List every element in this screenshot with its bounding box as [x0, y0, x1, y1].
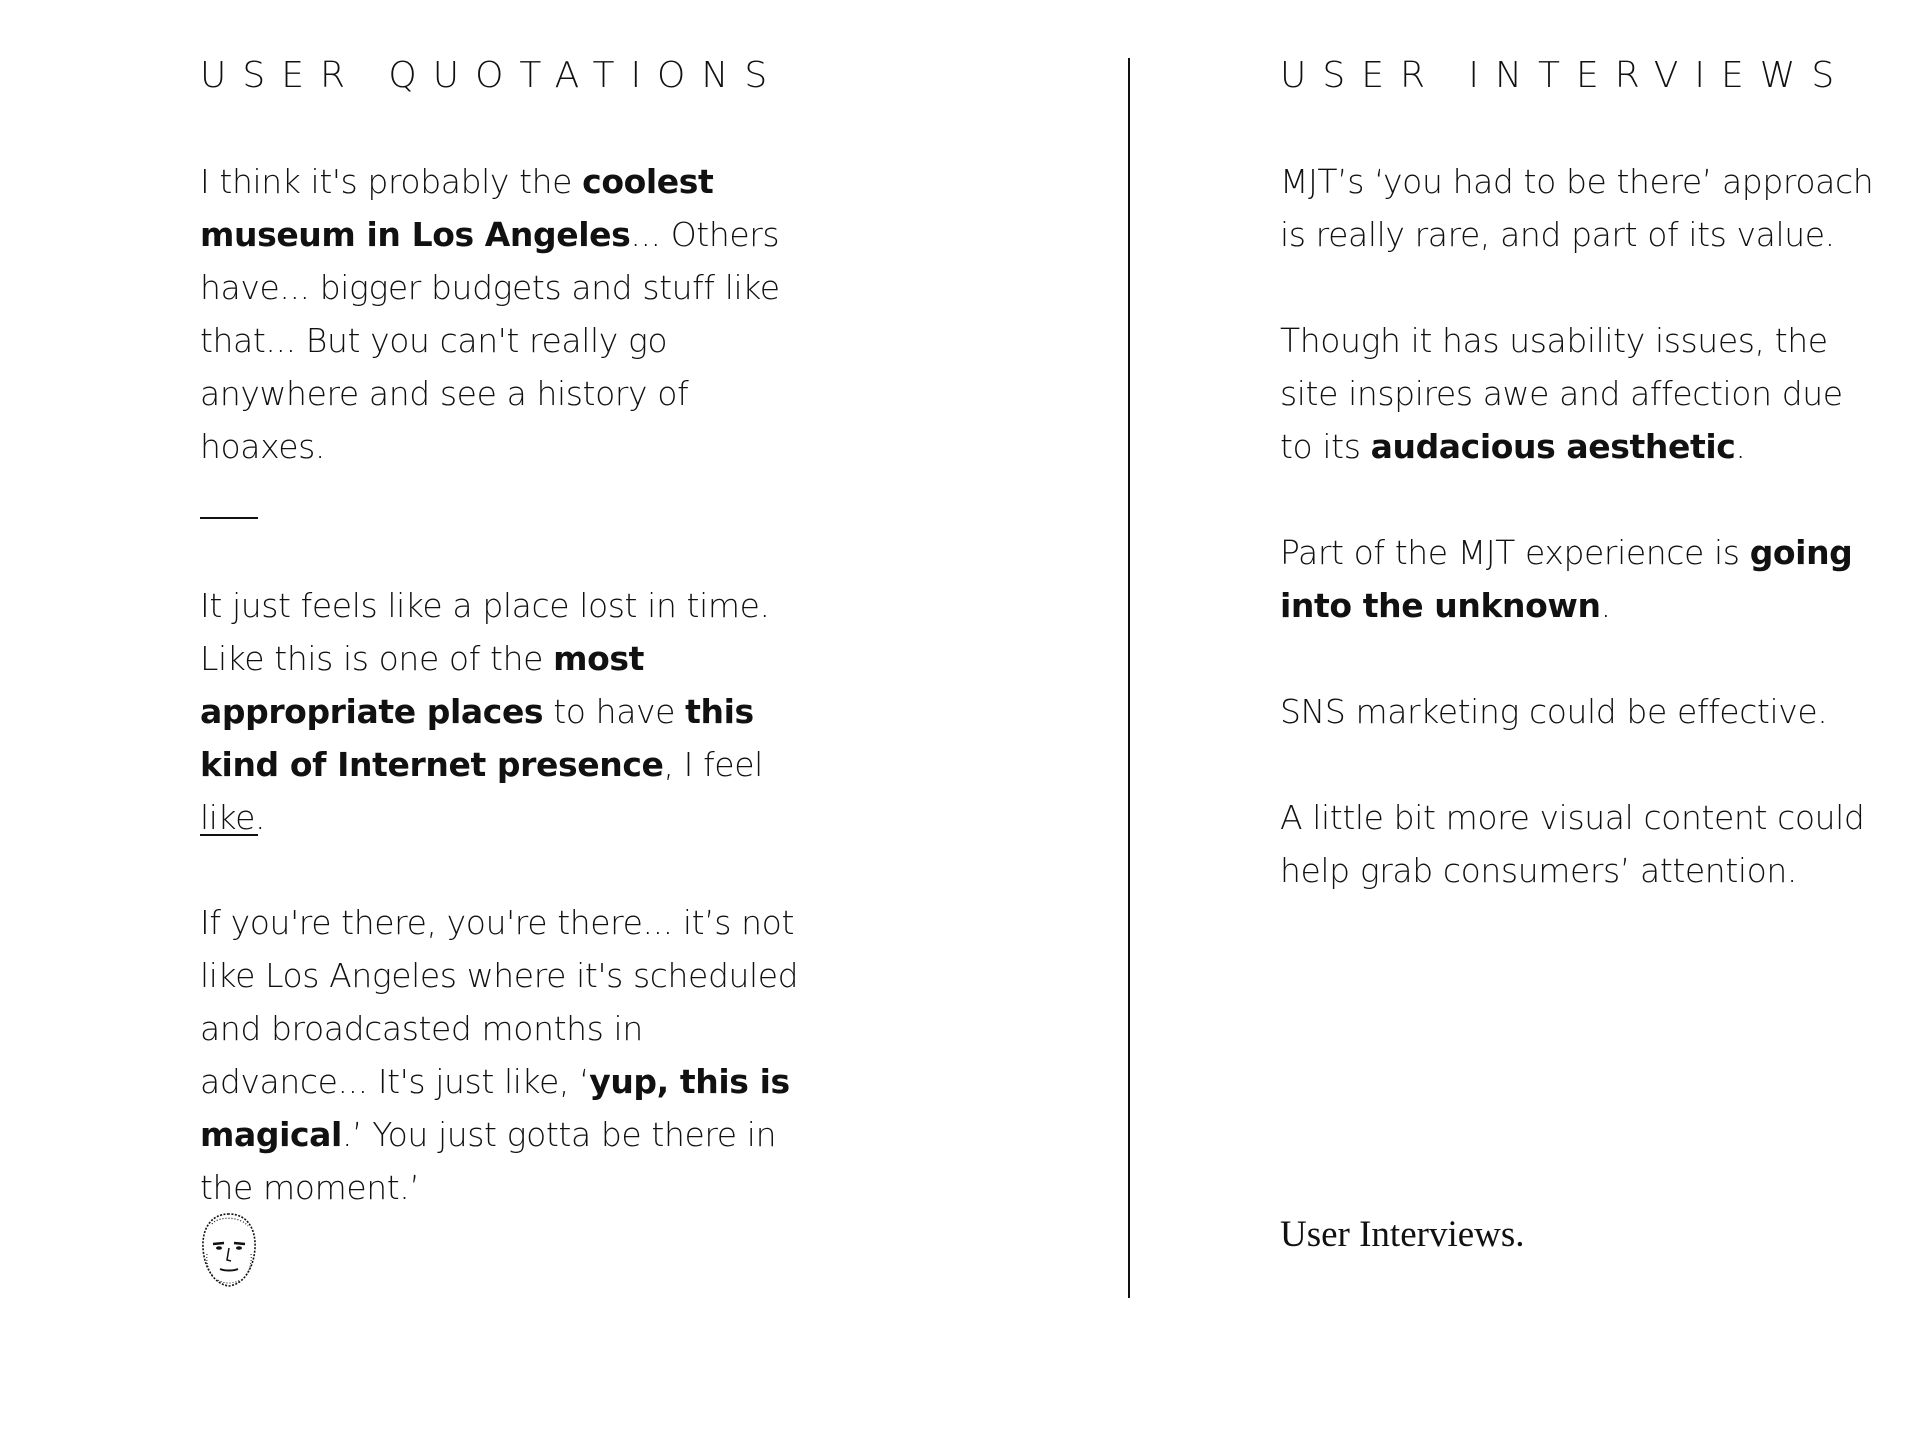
quote-3: [200, 896, 800, 1214]
finding-1: [1280, 155, 1880, 261]
face-sketch-icon: [198, 1210, 260, 1290]
finding-2-text: .: [1735, 427, 1746, 466]
quote-1: [200, 155, 800, 473]
quote-1-text: I think it's probably the: [200, 162, 583, 201]
finding-5-text: A little bit more visual content could help grab consumers’ attention.: [1280, 798, 1865, 890]
finding-2-emphasis: audacious aesthetic: [1370, 427, 1736, 466]
user-quotations-heading: USER QUOTATIONS: [200, 55, 784, 96]
finding-3: [1280, 526, 1880, 632]
quote-2-text: It just feels like a place lost in time. Like this is one of the: [200, 586, 770, 678]
quote-3-text: If you're there, you're there... it’s not like Los Angeles where it's scheduled and broadcasted months in advance... It's just like, ‘: [200, 903, 799, 1101]
finding-2-text: Though it has usability issues, the site inspires awe and affection due to its: [1280, 321, 1843, 466]
page-caption: User Interviews.: [1280, 1214, 1525, 1255]
finding-4-text: SNS marketing could be effective.: [1280, 692, 1828, 731]
quote-2: [200, 579, 800, 844]
user-quotations-column: [200, 52, 800, 1207]
quote-2-emphasis: this kind of Internet presence: [200, 692, 754, 784]
column-divider: [1128, 58, 1130, 1298]
user-interviews-column: [1280, 52, 1880, 1255]
quote-1-emphasis: coolest museum in Los Angeles: [200, 162, 714, 254]
quote-3-text: .’ You just gotta be there in the moment.’: [200, 1115, 777, 1207]
finding-4: [1280, 685, 1880, 738]
finding-3-text: Part of the MJT experience is: [1280, 533, 1750, 572]
quote-1-text: ... Others have... bigger budgets and stuff like that... But you can't really go anywhere and see a history of hoaxes.: [200, 215, 780, 466]
quote-2-text: to have: [543, 692, 686, 731]
quote-separator: [200, 517, 258, 519]
finding-5: [1280, 791, 1880, 897]
finding-3-text: .: [1600, 586, 1611, 625]
quote-separator: [200, 834, 258, 836]
quote-2-emphasis: most appropriate places: [200, 639, 644, 731]
quote-2-text: , I feel like.: [200, 745, 763, 837]
user-interviews-heading: USER INTERVIEWS: [1280, 55, 1851, 96]
finding-1-text: MJT’s ‘you had to be there’ approach is really rare, and part of its value.: [1280, 162, 1874, 254]
finding-3-emphasis: going into the unknown: [1280, 533, 1853, 625]
quote-3-emphasis: yup, this is magical: [200, 1062, 790, 1154]
finding-2: [1280, 314, 1880, 473]
